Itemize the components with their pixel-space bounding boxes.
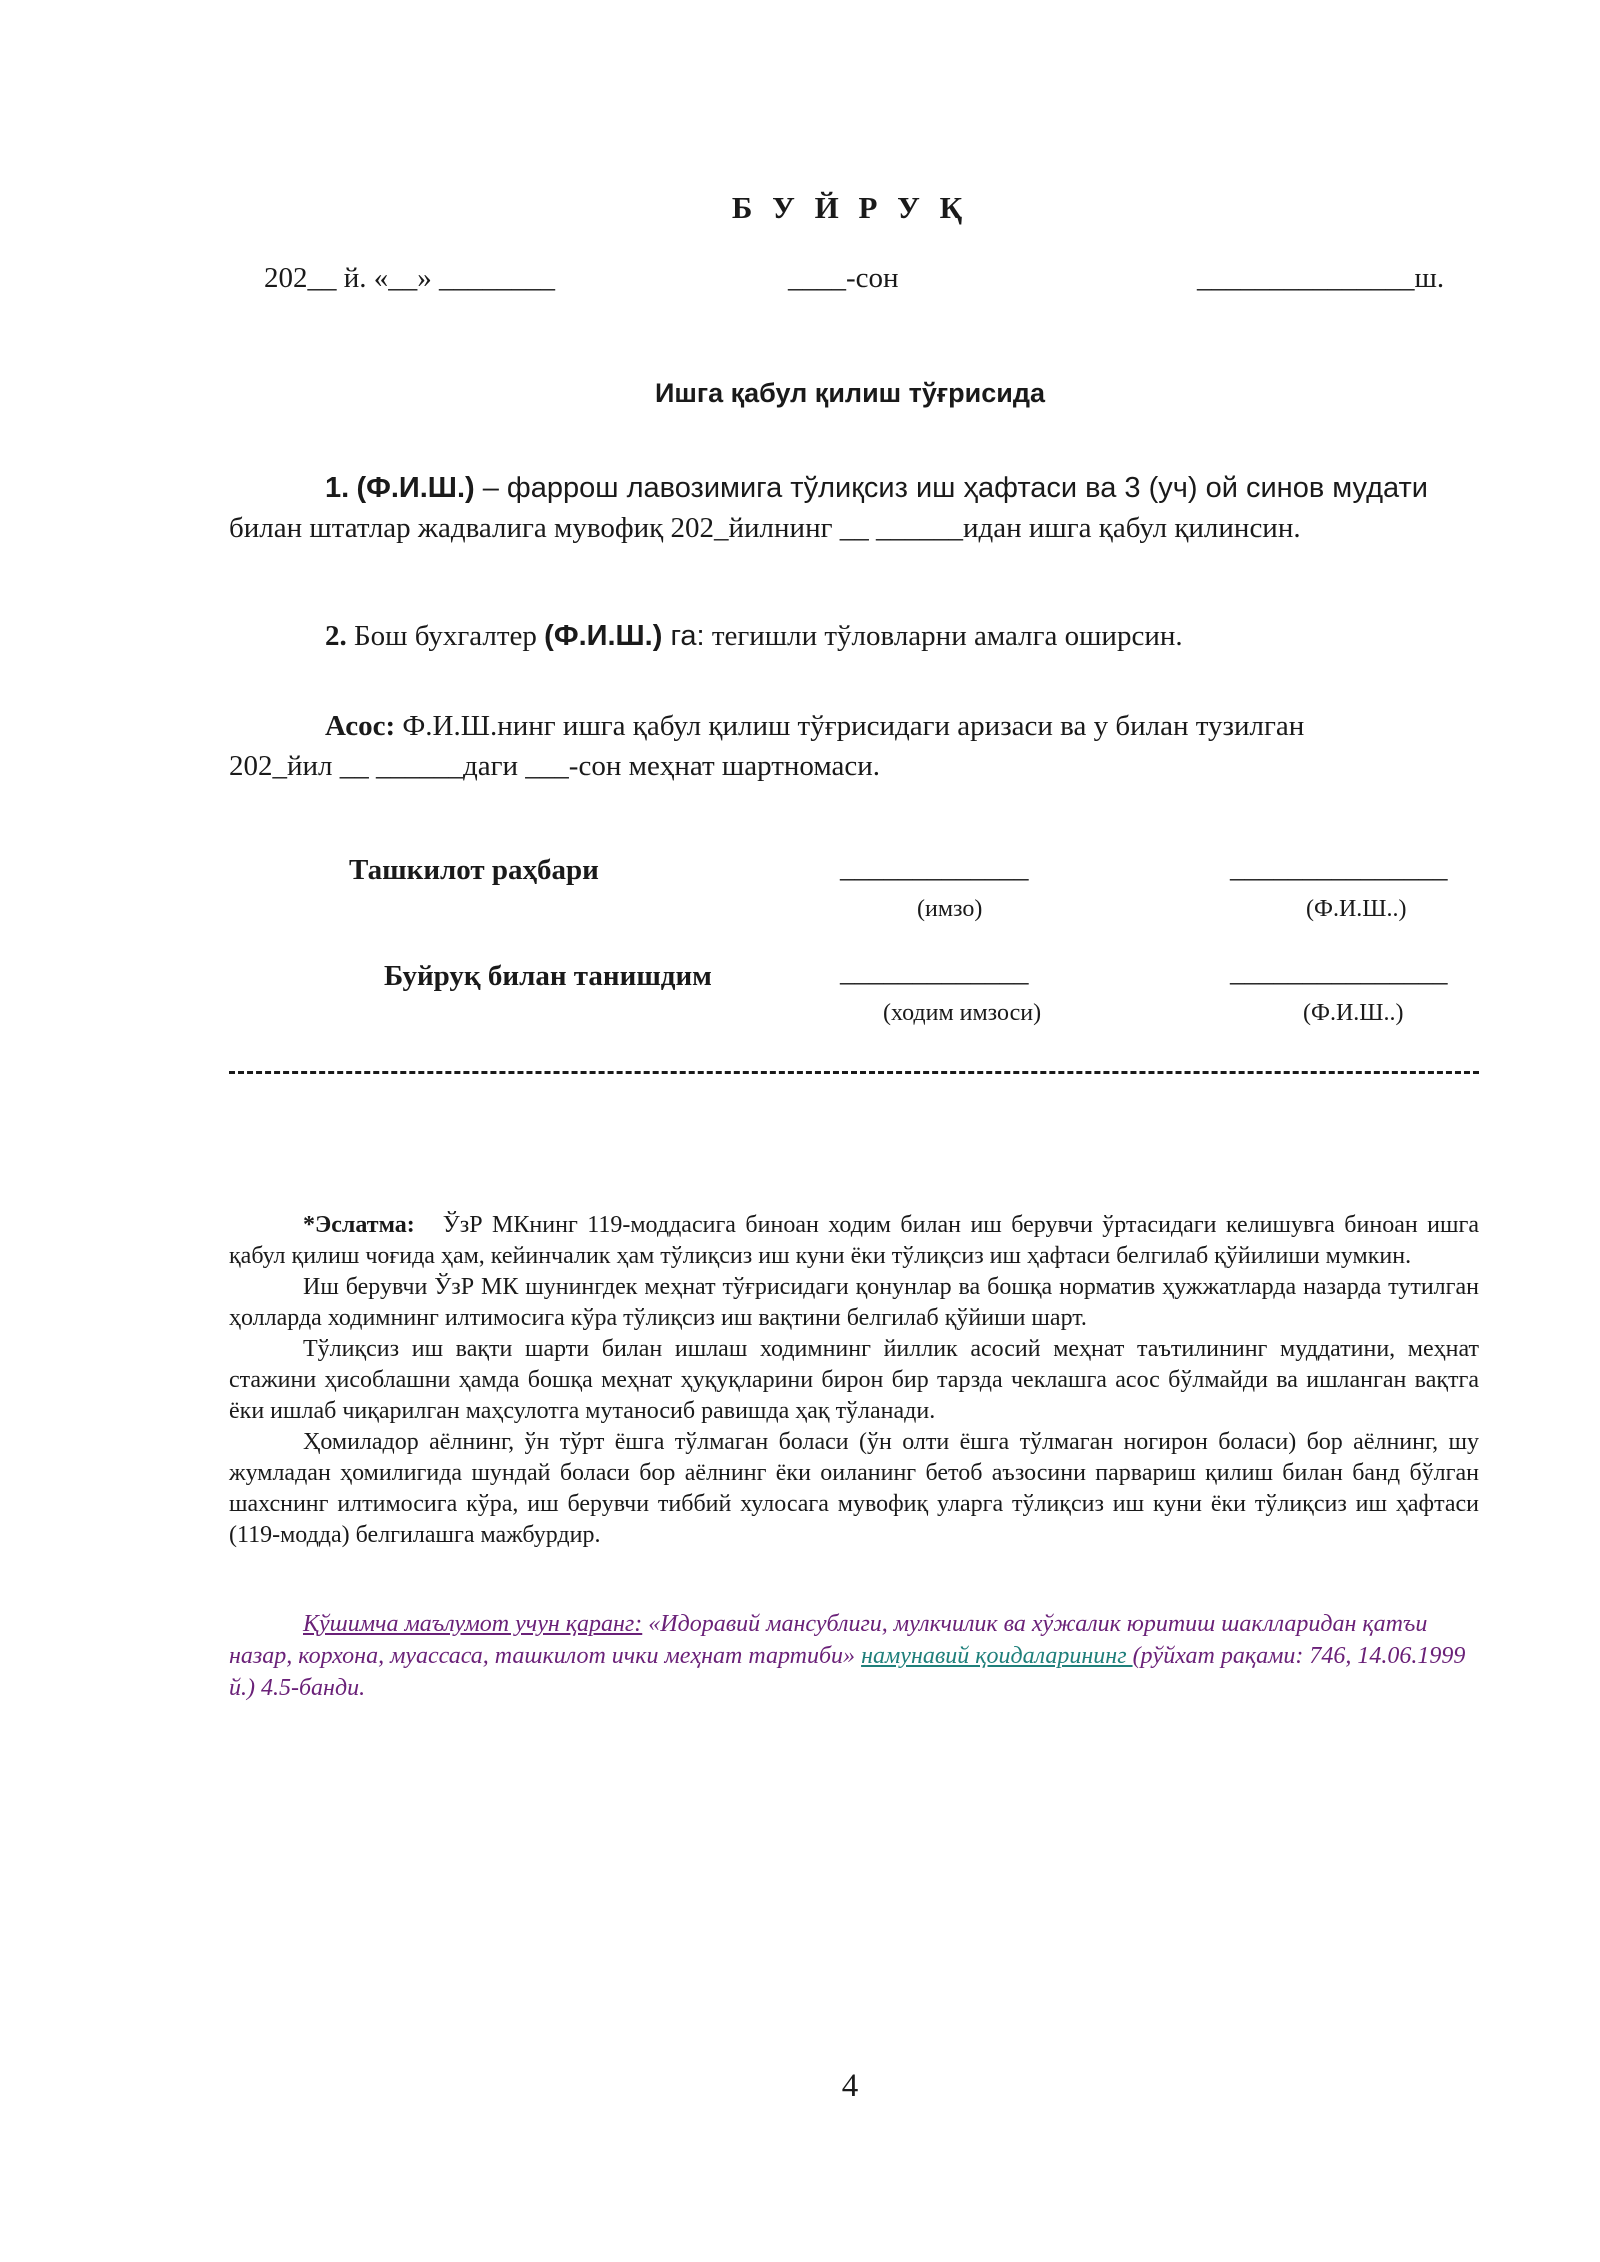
item-2 <box>229 616 1479 656</box>
note-paragraph-2: Иш берувчи ЎзР МК шунингдек меҳнат тўғрисидаги қонунлар ва бошқа норматив ҳужжатларда назарда тутилган ҳолларда ходимнинг илтимосига кўра тўлиқсиз иш вақтини белгилаб қўйиши шарт. <box>229 1274 1479 1331</box>
note-label: *Эслатма: <box>303 1212 415 1238</box>
basis-text: Ф.И.Ш.нинг ишга қабул қилиш тўғрисидаги аризаси ва у билан тузилган <box>395 710 1305 742</box>
note-paragraph-3: Тўлиқсиз иш вақти шарти билан ишлаш ходимнинг йиллик асосий меҳнат таътилининг муддатини, меҳнат стажини ҳисоблашни ҳамда бошқа меҳнат ҳуқуқларини бирон бир тарзда чеклашга асос бўлмайди ва ишланган вақтга ёки ишлаб чиқарилган маҳсулотга мутаносиб равишда ҳақ тўланади. <box>229 1336 1479 1424</box>
acknowledged-label: Буйруқ билан танишдим <box>384 960 712 992</box>
order-subject: Ишга қабул қилиш тўғрисида <box>654 378 1046 408</box>
note-paragraph-1: ЎзР МКнинг 119-моддасига биноан ходим билан иш берувчи ўртасидаги келишувга биноан ишга қабул қилиш чоғида ҳам, кейинчалик ҳам тўлиқсиз иш куни ёки тўлиқсиз иш ҳафтаси белгилаб қўйилиши мумкин. <box>229 1212 1479 1269</box>
employee-name-line: _______________ <box>1230 956 1448 988</box>
item-1-fio: (Ф.И.Ш.) <box>356 472 475 504</box>
head-name-line: _______________ <box>1230 852 1448 884</box>
item-2-number: 2. <box>325 620 347 652</box>
item-2-suffix: га: <box>662 620 705 652</box>
document-title: Б У Й Р У Қ <box>731 190 969 225</box>
date-field: 202__ й. «__» ________ <box>264 262 556 294</box>
item-1 <box>229 468 1479 548</box>
note-paragraph-4: Ҳомиладор аёлнинг, ўн тўрт ёшга тўлмаган боласи (ўн олти ёшга тўлмаган ногирон боласи) бор аёлнинг, шу жумладан ҳомилигида шундай боласи бор аёлнинг ёки оиланинг бетоб аъзосини парвариш қилиш билан банд бўлган шахснинг илтимосига кўра, иш берувчи тиббий хулосага мувофиқ уларга тўлиқсиз иш куни ёки тўлиқсиз иш ҳафтаси (119-модда) белгилашга мажбурдир. <box>229 1429 1479 1548</box>
reference-rules-link[interactable]: намунавий қоидаларининг <box>861 1643 1133 1669</box>
head-name-caption: (Ф.И.Ш..) <box>1306 896 1407 922</box>
head-signature-line: _____________ <box>840 852 1029 884</box>
reference-see-link[interactable]: Қўшимча маълумот учун қаранг: <box>303 1611 643 1637</box>
item-2-text-rest: тегишли тўловларни амалга оширсин. <box>704 620 1183 652</box>
dashed-separator <box>229 1071 1479 1077</box>
employee-name-caption: (Ф.И.Ш..) <box>1303 1000 1404 1026</box>
reference-block <box>229 1608 1479 1704</box>
note-section <box>229 1210 1479 1551</box>
item-1-number: 1. <box>325 472 350 504</box>
order-number-field: ____-сон <box>788 262 899 294</box>
head-label: Ташкилот раҳбари <box>349 854 599 886</box>
basis-text-line2: 202_йил __ ______даги ___-сон меҳнат шартномаси. <box>229 750 881 782</box>
employee-signature-line: _____________ <box>840 956 1029 988</box>
reference-tail: (рўйхат рақами: 746, 14.06.1999 й.) 4.5-банди. <box>229 1643 1466 1701</box>
basis <box>229 706 1479 786</box>
item-2-fio: (Ф.И.Ш.) <box>544 620 663 652</box>
page-number: 4 <box>841 2068 859 2104</box>
item-2-text: Бош бухгалтер <box>346 620 545 652</box>
item-1-text-line2: билан штатлар жадвалига мувофиқ 202_йилнинг __ ______идан ишга қабул қилинсин. <box>229 512 1301 544</box>
reference-quote: «Идоравий мансублиги, мулкчилик ва хўжалик юритиш шаклларидан қатъи назар, корхона, муассаса, ташкилот ички меҳнат тартиби» <box>229 1611 1428 1669</box>
item-1-text: – фаррош лавозимига тўлиқсиз иш ҳафтаси ва 3 (уч) ой синов мудати <box>474 472 1428 504</box>
city-field: _______________ш. <box>1197 262 1445 294</box>
employee-signature-caption: (ходим имзоси) <box>883 1000 1042 1026</box>
basis-label: Асос: <box>325 710 396 742</box>
head-signature-caption: (имзо) <box>917 896 983 922</box>
